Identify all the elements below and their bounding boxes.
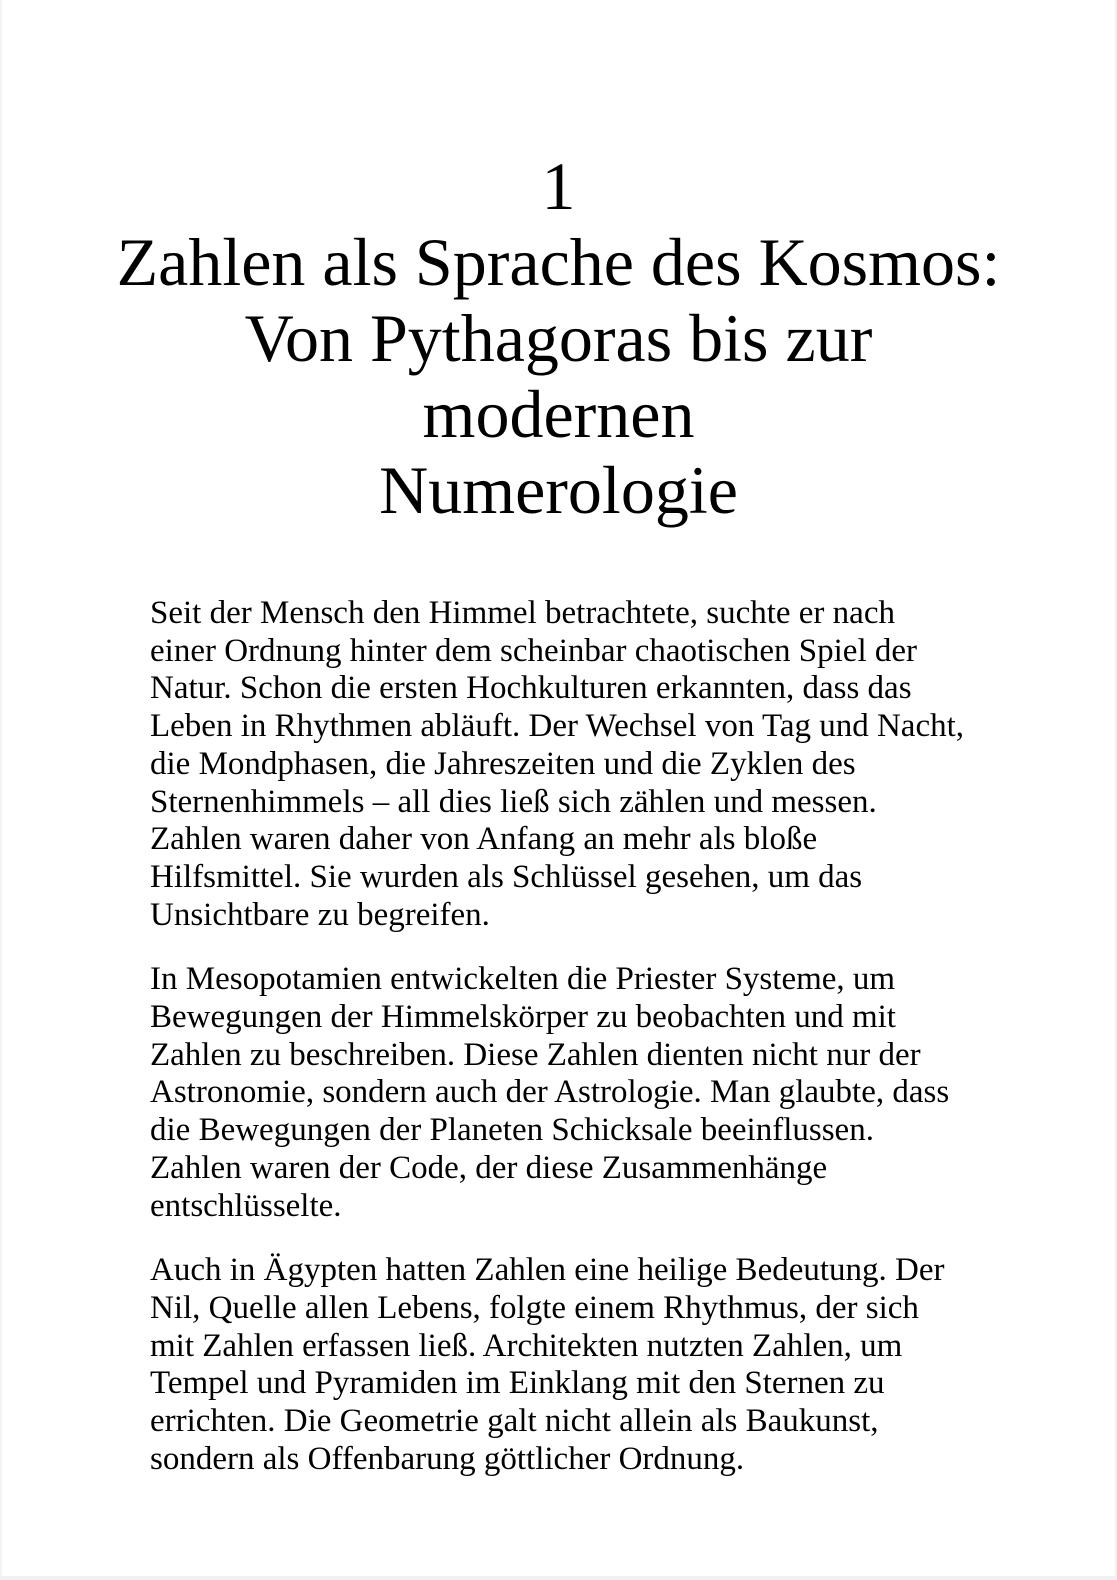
body-paragraph: Auch in Ägypten hatten Zahlen eine heilige Bedeutung. Der Nil, Quelle allen Lebens, folgte einem Rhythmus, der sich mit Zahlen erfassen ließ. Architekten nutzten Zahlen, um Tempel und Pyramiden im Einklang mit den Sternen zu errichten. Die Geometrie galt nicht allein als Baukunst, sondern als Offenbarung göttlicher Ordnung. [150,1252,945,1477]
chapter-body [150,595,967,1478]
chapter-number: 1 [541,148,576,224]
body-paragraph: Seit der Mensch den Himmel betrachtete, suchte er nach einer Ordnung hinter dem scheinbar chaotischen Spiel der Natur. Schon die ersten Hochkulturen erkannten, dass das Leben in Rhythmen abläuft. Der Wechsel von Tag und Nacht, die Mondphasen, die Jahreszeiten und die Zyklen des Sternenhimmels – all dies ließ sich zählen und messen. Zahlen waren daher von Anfang an mehr als bloße Hilfsmittel. Sie wurden als Schlüssel gesehen, um das Unsichtbare zu begreifen. [150,595,965,933]
chapter-heading [2,0,1115,528]
chapter-title-line: Zahlen als Sprache des Kosmos: [116,224,1001,300]
chapter-title [102,224,1015,528]
body-paragraph: In Mesopotamien entwickelten die Priester Systeme, um Bewegungen der Himmelskörper zu beobachten und mit Zahlen zu beschreiben. Diese Zahlen dienten nicht nur der Astronomie, sondern auch der Astrologie. Man glaubte, dass die Bewegungen der Planeten Schicksale beeinflussen. Zahlen waren der Code, der diese Zusammenhänge entschlüsselte. [150,961,950,1224]
chapter-title-line: Numerologie [379,452,738,528]
chapter-title-line: Von Pythagoras bis zur modernen [244,300,873,452]
